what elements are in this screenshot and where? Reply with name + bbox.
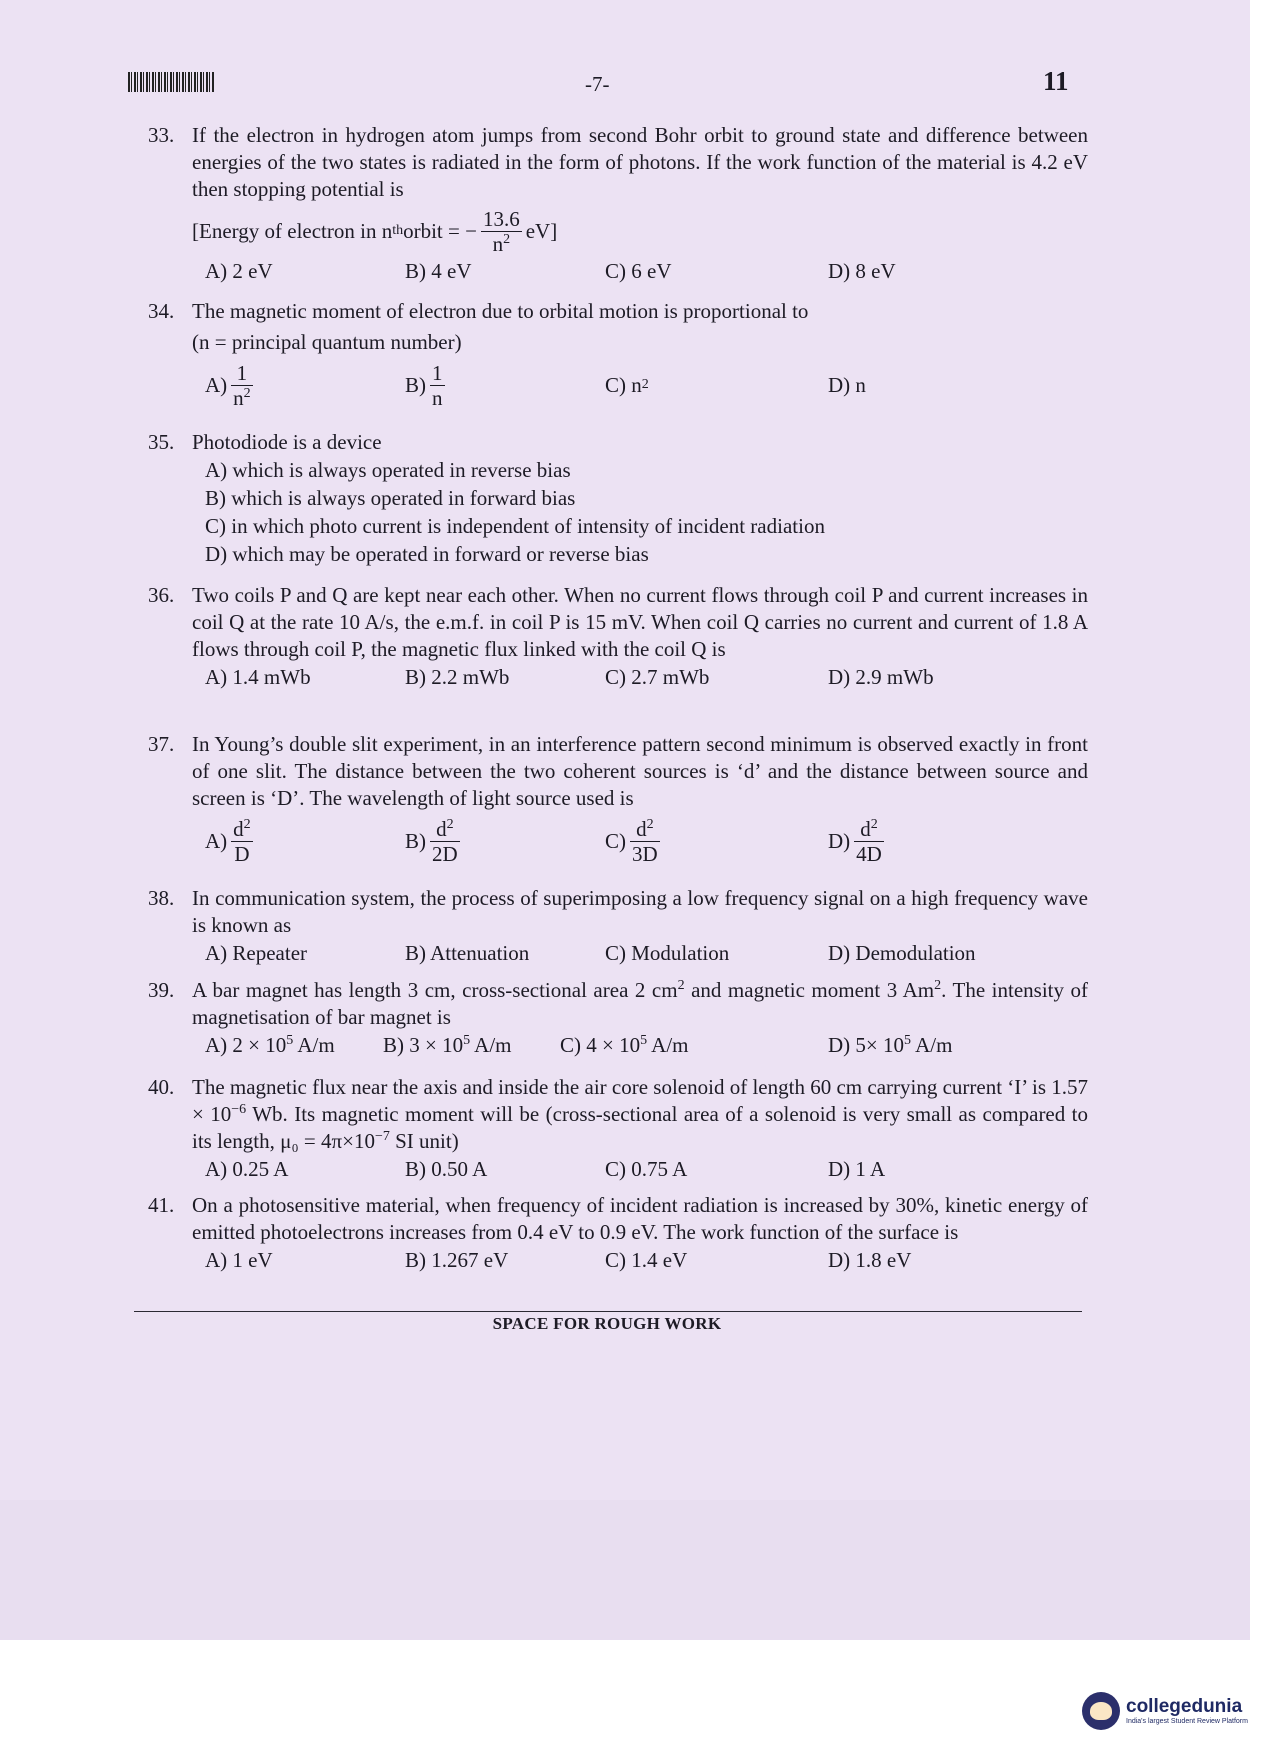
option-d: D) 1 A — [828, 1157, 886, 1181]
question-text: A bar magnet has length 3 cm, cross-sectional area 2 $cm^2$ and magnetic moment 3 Am$^2$. The intensity of magnetisation of bar magnet is — [192, 978, 1088, 1029]
question-35 — [148, 429, 1088, 568]
option-c: C) Modulation — [605, 941, 730, 965]
option-b: B) 0.50 A — [405, 1157, 488, 1181]
option-c: C) 1.4 eV — [605, 1248, 688, 1272]
brand-tagline: India's largest Student Review Platform — [1126, 1717, 1248, 1725]
question-number: 38. — [148, 886, 175, 910]
question-number: 35. — [148, 430, 175, 454]
options-row — [148, 258, 1088, 286]
page-marker: -7- — [585, 72, 610, 96]
question-text: The magnetic moment of electron due to orbital motion is proportional to — [192, 299, 809, 323]
option-a: A) $\frac{d^2}{D}$ — [205, 816, 251, 866]
question-40 — [148, 1074, 1088, 1184]
option-b: B) 4 eV — [405, 259, 472, 283]
question-text: On a photosensitive material, when frequency of incident radiation is increased by 30%, kinetic energy of emitted photoelectrons increases from 0.4 eV to 0.9 eV. The work function of the surface is — [192, 1193, 1088, 1244]
option-b: B) 1.267 eV — [405, 1248, 509, 1272]
question-36 — [148, 582, 1088, 692]
option-c: C) in which photo current is independent of intensity of incident radiation — [205, 514, 825, 538]
sheet-number: 11 — [1043, 66, 1069, 96]
question-text: In Young’s double slit experiment, in an interference pattern second minimum is observed exactly in front of one slit. The distance between the two coherent sources is ‘d’ and the distance between source and screen is ‘D’. The wavelength of light source used is — [192, 732, 1088, 810]
question-39 — [148, 977, 1088, 1060]
question-41 — [148, 1192, 1088, 1275]
option-a: A) $2 \times 10^5$ A/m — [205, 1033, 335, 1057]
option-d: D) 8 eV — [828, 259, 896, 283]
option-b: B) 2.2 mWb — [405, 665, 510, 689]
question-text: If the electron in hydrogen atom jumps from second Bohr orbit to ground state and difference between energies of the two states is radiated in the form of photons. If the work function of the material is 4.2 eV then stopping potential is — [192, 123, 1088, 201]
options-row — [148, 1156, 1088, 1184]
options-row — [148, 1247, 1088, 1275]
option-b: B) $\frac{d^2}{2D}$ — [405, 816, 458, 866]
brand-name: collegedunia — [1126, 1695, 1243, 1717]
option-d: D) Demodulation — [828, 941, 976, 965]
question-number: 41. — [148, 1193, 175, 1217]
option-c: C) $4 \times 10^5$ A/m — [560, 1033, 689, 1057]
option-c: C) n 2 — [605, 372, 649, 397]
question-38 — [148, 885, 1088, 968]
energy-formula: [Energy of electron in n th orbit = − $\frac{13.6}{n^2}$ eV] — [192, 206, 558, 256]
option-a: A) 2 eV — [205, 259, 273, 283]
sheet-margin — [0, 1500, 1250, 1640]
graduate-logo-icon — [1082, 1692, 1120, 1730]
option-b: B) $3 \times 10^5$ A/m — [383, 1033, 512, 1057]
option-d: D) 1.8 eV — [828, 1248, 912, 1272]
question-number: 40. — [148, 1075, 175, 1099]
brand-watermark — [1082, 1692, 1248, 1730]
question-number: 39. — [148, 978, 175, 1002]
option-b: B) Attenuation — [405, 941, 530, 965]
option-d: D) $5\times 10^5$ A/m — [828, 1033, 953, 1057]
question-number: 37. — [148, 732, 175, 756]
question-37 — [148, 731, 1088, 870]
question-34 — [148, 298, 1088, 414]
option-b: B) which is always operated in forward bias — [205, 486, 576, 510]
rough-work-label: SPACE FOR ROUGH WORK — [492, 1314, 722, 1333]
question-text: In communication system, the process of superimposing a low frequency signal on a high frequency wave is known as — [192, 886, 1088, 937]
option-a: A) 1 eV — [205, 1248, 273, 1272]
option-d: D) n — [828, 372, 866, 397]
fraction: $\frac{13.6}{n^2}$ — [482, 206, 520, 256]
question-number: 33. — [148, 123, 175, 147]
option-a: A) $\frac{1}{n^2}$ — [205, 360, 251, 410]
option-b: B) $\frac{1}{n}$ — [405, 360, 443, 410]
options-row — [148, 940, 1088, 968]
question-text: Photodiode is a device — [192, 430, 382, 454]
option-c: C) 0.75 A — [605, 1157, 688, 1181]
option-d: D) which may be operated in forward or reverse bias — [205, 542, 649, 566]
barcode — [128, 72, 214, 92]
option-d: D) 2.9 mWb — [828, 665, 934, 689]
question-33 — [148, 122, 1088, 286]
option-c: C) 6 eV — [605, 259, 672, 283]
options-row — [148, 356, 1088, 414]
option-a: A) Repeater — [205, 941, 308, 965]
option-a: A) which is always operated in reverse bias — [205, 458, 571, 482]
question-text: Two coils P and Q are kept near each other. When no current flows through coil P and current increases in coil Q at the rate 10 A/s, the e.m.f. in coil P is 15 mV. When coil Q carries no current and current of 1.8 A flows through coil P, the magnetic flux linked with the coil Q is — [192, 583, 1088, 661]
options-row — [148, 812, 1088, 870]
options-row — [148, 664, 1088, 692]
option-c: C) 2.7 mWb — [605, 665, 710, 689]
option-a: A) 1.4 mWb — [205, 665, 311, 689]
question-note: (n = principal quantum number) — [192, 330, 462, 354]
question-number: 34. — [148, 299, 175, 323]
option-d: D) $\frac{d^2}{4D}$ — [828, 816, 882, 866]
divider — [134, 1311, 1082, 1312]
option-a: A) 0.25 A — [205, 1157, 289, 1181]
options-row — [148, 1032, 1088, 1060]
question-text: The magnetic flux near the axis and inside the air core solenoid of length 60 cm carrying current ‘I’ is $1.57 \times 10^{-6}$ Wb. Its magnetic moment will be (cross-sectional area of a solenoid is very small as compared to its length, $\mu_0 = 4\pi\times 10^{-7}$ SI unit) — [192, 1075, 1089, 1153]
question-number: 36. — [148, 583, 175, 607]
option-c: C) $\frac{d^2}{3D}$ — [605, 816, 658, 866]
